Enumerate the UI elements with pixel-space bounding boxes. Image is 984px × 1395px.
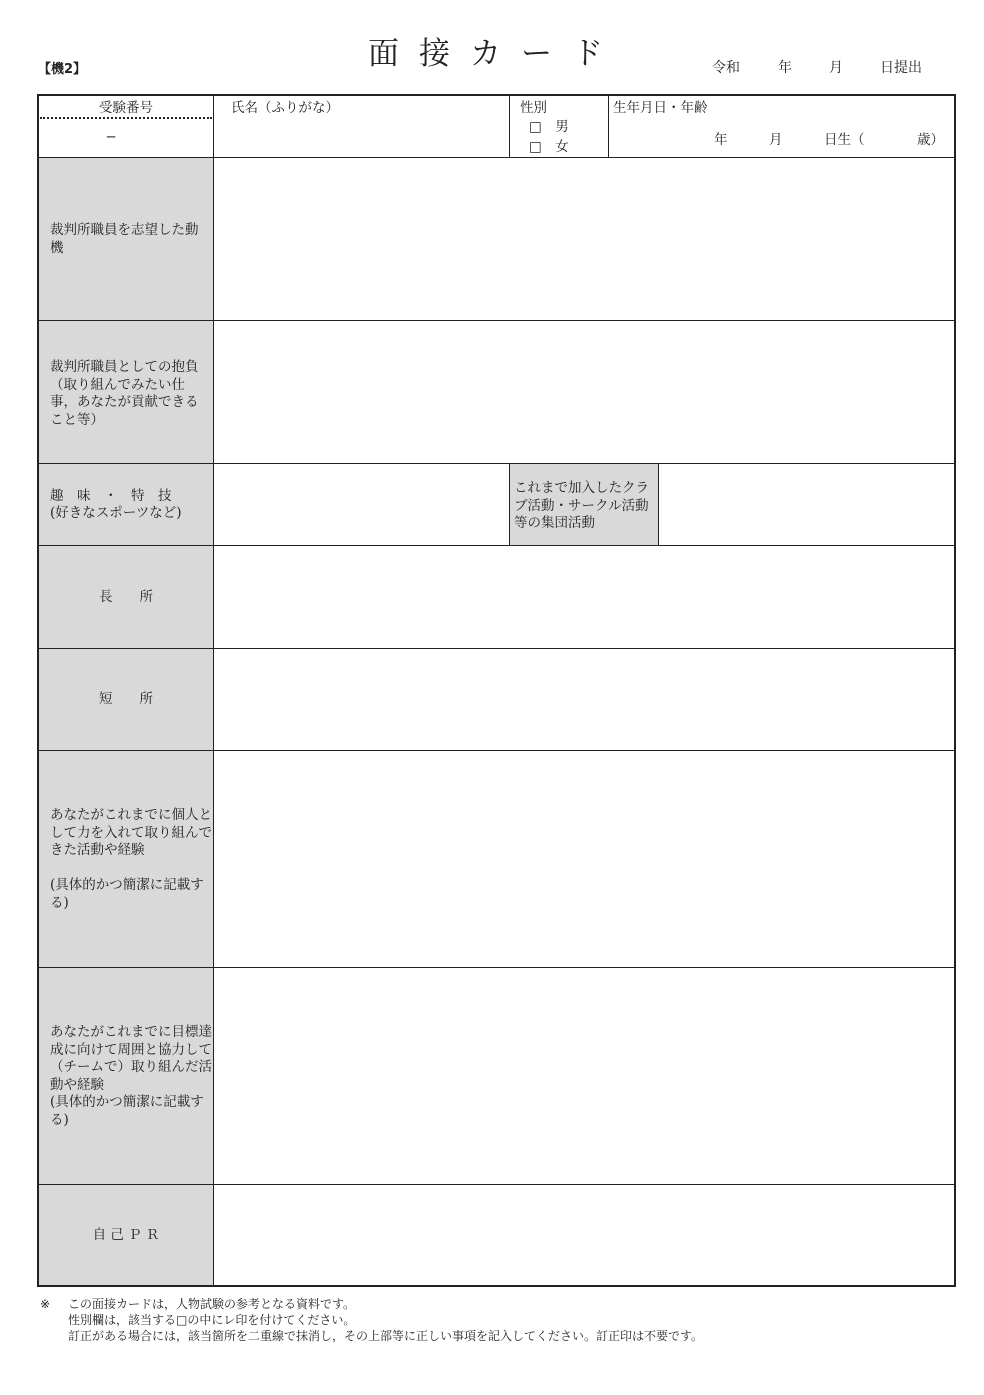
exam-number-dash: − — [105, 129, 117, 145]
grid-line — [608, 96, 609, 158]
page-title: 面接カード — [368, 36, 623, 72]
footnotes — [40, 1296, 703, 1344]
grid-line — [39, 648, 954, 649]
submit-era: 令和 — [712, 60, 740, 76]
grid-line — [39, 463, 954, 464]
grid-line — [509, 96, 510, 158]
hobby-label: 趣 味 ・ 特 技 — [50, 488, 172, 504]
strength-label: 長 所 — [99, 589, 153, 605]
name-label: 氏名（ふりがな） — [231, 100, 339, 116]
grid-line — [39, 320, 954, 321]
exam-number-label: 受験番号 — [99, 100, 153, 116]
aspiration-label: 裁判所職員としての抱負（取り組んでみたい仕事，あなたが貢献できること等） — [50, 359, 199, 428]
gender-label: 性別 — [520, 100, 547, 116]
team-activity-label: あなたがこれまでに目標達成に向けて周囲と協力して（チームで）取り組んだ活動や経験 — [50, 1024, 212, 1093]
gender-male-checkbox[interactable]: □ 男 — [529, 119, 569, 135]
weakness-label: 短 所 — [99, 691, 153, 707]
grid-line — [39, 157, 954, 158]
grid-line — [39, 1184, 954, 1185]
individual-activity-note: (具体的かつ簡潔に記載する) — [50, 877, 204, 911]
gender-female-checkbox[interactable]: □ 女 — [529, 139, 569, 155]
hobby-sub-label: (好きなスポーツなど) — [50, 505, 182, 521]
birth-day-unit: 日生（ — [824, 132, 865, 148]
club-label: これまで加入したクラブ活動・サークル活動等の集団活動 — [514, 480, 649, 531]
individual-activity-label: あなたがこれまでに個人として力を入れて取り組んできた活動や経験 — [50, 807, 212, 858]
footnote-line: 性別欄は，該当する□の中にレ印を付けてください。 — [68, 1313, 356, 1327]
birthdate-label: 生年月日・年齢 — [613, 100, 708, 116]
interview-card-form — [37, 94, 956, 1287]
self-pr-label: 自 己 Ｐ Ｒ — [92, 1227, 160, 1243]
submit-month: 月 — [829, 60, 843, 76]
form-code-tag: 【機2】 — [38, 62, 87, 77]
submit-year: 年 — [778, 60, 792, 76]
grid-line — [39, 750, 954, 751]
age-unit: 歳） — [917, 132, 944, 148]
motivation-label: 裁判所職員を志望した動機 — [50, 222, 199, 256]
grid-line — [213, 96, 214, 1285]
grid-line — [39, 545, 954, 546]
grid-line — [658, 464, 659, 545]
footnote-line — [40, 1296, 703, 1312]
submit-day: 日提出 — [880, 60, 922, 76]
footnote-text: この面接カードは，人物試験の参考となる資料です。 — [68, 1297, 356, 1311]
birth-year-unit: 年 — [714, 132, 728, 148]
exam-number-divider — [40, 117, 212, 119]
footnote-line: 訂正がある場合には，該当箇所を二重線で抹消し，その上部等に正しい事項を記入してください。訂正印は不要です。 — [68, 1329, 704, 1343]
team-activity-note: (具体的かつ簡潔に記載する) — [50, 1094, 204, 1128]
birth-month-unit: 月 — [769, 132, 783, 148]
grid-line — [39, 967, 954, 968]
footnote-mark: ※ — [40, 1297, 51, 1311]
grid-line — [509, 464, 510, 545]
